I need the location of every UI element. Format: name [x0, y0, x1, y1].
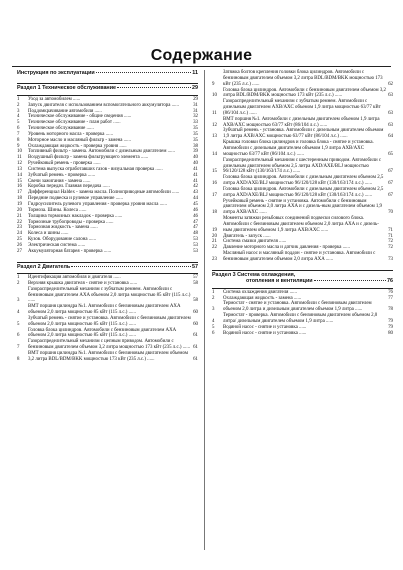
toc-entry-page: 79 — [388, 318, 393, 324]
section1-heading — [17, 85, 198, 91]
intro-label: Инструкция по эксплуатации — [17, 70, 95, 76]
toc-entry-page: 71 — [388, 233, 393, 239]
section3-entries — [212, 290, 393, 337]
toc-entry — [212, 88, 393, 100]
right-column — [212, 70, 393, 336]
toc-entry-title: Дифференциал Haldex - замена масла. Полноприводные автомобили ...... — [28, 190, 180, 196]
toc-entry-number: 4 — [212, 318, 215, 324]
toc-entry-number: 1 — [212, 289, 215, 295]
toc-entry-title: Затяжка болтов крепления головки блока цилиндров. Автомобили с бензиновым двигателем объемом 3,2 литра BDL/BDM/BKK мощностью 173 кВт (235 л.с.) ...... — [223, 70, 383, 87]
toc-entry — [212, 199, 393, 217]
toc-entry-page: 73 — [388, 257, 393, 262]
toc-entry-title: ВМТ поршня цилиндра №1. Автомобили с бензиновым двигателем AXA объемом 2,0 литра мощностью 85 кВт (115 л.с.) ...... — [28, 304, 181, 316]
toc-entry-number: 20 — [17, 207, 22, 213]
toc-entry-page: 48 — [193, 231, 198, 237]
toc-entry-number: 26 — [17, 242, 22, 248]
toc-entry-number: 10 — [17, 149, 22, 155]
toc-entry-page: 62 — [388, 81, 393, 87]
toc-entry-title: Воздушный фильтр - замена фильтрующего элемента ...... — [28, 155, 149, 161]
toc-entry-number: 12 — [17, 161, 22, 167]
toc-entry-page: 61 — [193, 345, 198, 351]
section2-page: 57 — [192, 263, 198, 270]
toc-entry-number: 21 — [17, 213, 22, 219]
section3-heading-row — [212, 278, 393, 284]
section2-entries — [17, 275, 198, 363]
toc-entry-page: 63 — [388, 93, 393, 99]
toc-entry-page: 64 — [388, 134, 393, 140]
toc-entry-number: 10 — [212, 93, 217, 99]
toc-entry — [17, 328, 198, 340]
intro-page: 11 — [192, 70, 198, 76]
toc-entry-title: Газораспределительный механизм с цепным приводом. Автомобили с бензиновым двигателем объемом 3,2 литра мощностью 173 кВт (235 л.с.) ...... — [28, 339, 191, 351]
toc-entry-title: Газораспределительный механизм с шестеренным приводом. Автомобили с дизельным двигателем объемом 2,5 литра AXD/AXE/BLJ мощностью 96/120/128 кВт (130/163/174 л.с.) ...... — [223, 157, 382, 175]
toc-entry — [212, 117, 393, 129]
toc-entry-title: Система охлаждения двигателя ...... — [223, 289, 297, 295]
toc-entry-number: 21 — [212, 239, 217, 245]
toc-entry-number: 1 — [17, 96, 20, 102]
toc-entry-title: Свечи зажигания - замена ...... — [28, 178, 91, 184]
toc-entry-number: 18 — [17, 196, 22, 202]
toc-entry — [17, 339, 198, 351]
toc-entry-page: 61 — [193, 333, 198, 339]
toc-entry-title: Давление моторного масла и датчик давления - проверка ...... — [223, 245, 350, 251]
toc-entry-title: Толщина тормозных накладок - проверка ...... — [28, 213, 123, 219]
page-title: Содержание — [150, 47, 253, 64]
toc-entry-title: Головка блока цилиндров. Автомобили с бензиновым двигателем объемом 3,2 литра BDL/BDM/BKK мощностью 173 кВт (235 л.с.) ...... — [223, 87, 386, 99]
toc-entry — [212, 158, 393, 176]
toc-entry-title: Охлаждающая жидкость - проверка уровня ...... — [28, 143, 127, 149]
toc-entry — [17, 304, 198, 316]
section2-heading — [17, 264, 198, 270]
toc-entry-number: 19 — [212, 227, 217, 233]
toc-entry-page: 35 — [193, 137, 198, 143]
toc-entry-title: Головка блока цилиндров. Автомобили с дизельным двигателем объемом 2,5 литра AXD/AXE/BLJ мощностью 96/120/128 кВт (130/163/174 л.с.) ...... — [223, 186, 384, 198]
section-rule — [212, 270, 393, 271]
section1-page: 29 — [192, 85, 198, 92]
toc-entry-title: Ручейковый ремень - снятие и установка. Автомобили с бензиновым двигателем объемом 2,0 литра AXA и с дизель-ным двигателем объемом 1,9 литра AXB/AXC ...... — [223, 198, 383, 216]
toc-entry — [212, 175, 393, 187]
toc-entry-title: Моменты затяжки резьбовых соединений подвески силового блока. Автомобили с бензиновым двигателем объемом 2,0 литра AXA и с дизель-ным двигателем объемом 1,9 литра AXB/AXC ...... — [223, 216, 379, 233]
toc-entry-page: 42 — [193, 184, 198, 190]
section2-label: Раздел 2 Двигатель — [17, 263, 71, 270]
toc-entry-page: 31 — [193, 108, 198, 114]
toc-entry-title: Газораспределительный механизм с зубчатым ремнем. Автомобили с дизельным двигателем AXB/AXC объемом 1,9 литра мощностью 63/77 кВт (86/104 л.с.) ...... — [223, 99, 381, 116]
toc-entry — [212, 301, 393, 313]
toc-entry-title: Поддомкрачивание автомобиля ...... — [28, 108, 102, 114]
toc-entry-title: Газораспределительный механизм с зубчатым ремнем. Автомобили с бензиновым двигателем AXA объемом 2,0 литра мощностью 85 кВт (115 л.с.) ...... — [28, 286, 191, 304]
toc-entry-title: Головка блока цилиндров. Автомобили с бензиновым двигателем AXA объемом 2,0 литра мощностью 85 кВт (115 л.с.) ...... — [28, 327, 176, 339]
toc-entry-title: Уровень моторного масла - проверка ...... — [28, 131, 114, 137]
toc-entry-number: 3 — [17, 108, 20, 114]
toc-entry-page: 35 — [193, 126, 198, 132]
toc-entry-number: 6 — [17, 126, 20, 132]
toc-entry-title: Крышка головки блока цилиндров и головка блока - снятие и установка. Автомобили с дизельным двигателем объемом 1,9 литра AXB/AXC мощностью 63/77 кВт (86/104 л.с.) ...... — [223, 140, 374, 157]
toc-entry — [212, 70, 393, 88]
toc-entry-number: 8 — [17, 356, 20, 362]
toc-entry-page: 40 — [193, 161, 198, 167]
toc-entry-title: Передние подвеска и рулевое управление ...... — [28, 196, 123, 202]
toc-entry-number: 7 — [17, 131, 20, 137]
toc-entry-page: 58 — [193, 280, 198, 286]
toc-entry-title: Зубчатый ремень - проверка ...... — [28, 172, 96, 178]
section1-label: Раздел 1 Техническое обслуживание — [17, 85, 117, 92]
toc-entry-number: 17 — [212, 192, 217, 198]
toc-entry-title: Термостат - снятие и установка. Автомобили с бензиновым двигателем объемом 2,0 литра и дизельным двигателем объемом 1,9 литра ...... — [223, 301, 372, 313]
toc-entry-page: 46 — [193, 207, 198, 213]
section3-label-line1: Раздел 3 Система охлаждения, — [212, 271, 296, 278]
toc-entry-number: 6 — [212, 330, 215, 336]
toc-entry-title: Техническое обслуживание - общие сведения ...... — [28, 114, 132, 120]
toc-entry-title: Гидроусилитель рулевого управления - проверка уровня масла ...... — [28, 202, 167, 207]
left-column — [17, 70, 198, 363]
toc-entry-page: 53 — [193, 248, 198, 254]
toc-entry — [212, 187, 393, 199]
toc-entry — [17, 316, 198, 328]
toc-entry-page: 67 — [388, 192, 393, 198]
toc-entry-page: 44 — [193, 196, 198, 202]
toc-entry-page: 70 — [388, 210, 393, 216]
leader-dots — [71, 266, 191, 267]
leader-dots — [314, 280, 386, 281]
toc-entry-number: 5 — [17, 120, 20, 126]
toc-entry-page: 71 — [388, 227, 393, 233]
toc-entry-title: Моторное масло и масляный фильтр - замена ...... — [28, 137, 131, 143]
toc-entry-page: 60 — [193, 310, 198, 316]
toc-entry-number: 16 — [17, 184, 22, 190]
toc-entry-page: 35 — [193, 131, 198, 137]
toc-entry-number: 11 — [212, 110, 217, 116]
toc-entry-page: 72 — [388, 239, 393, 245]
toc-entry-number: 3 — [17, 298, 20, 304]
toc-entry-page: 63 — [388, 110, 393, 116]
toc-entry-title: Тормоза. Шины. Колеса ...... — [28, 207, 87, 213]
toc-entry-number: 22 — [17, 219, 22, 225]
toc-entry-page: 53 — [193, 237, 198, 243]
toc-entry-page: 38 — [193, 143, 198, 149]
toc-entry — [212, 331, 393, 337]
toc-entry-title: Электрическая система ...... — [28, 242, 86, 248]
toc-entry-number: 20 — [212, 233, 217, 239]
toc-entry-number: 3 — [212, 307, 215, 313]
section-rule — [17, 262, 198, 263]
toc-entry — [17, 287, 198, 305]
toc-entry-page: 45 — [193, 202, 198, 207]
toc-entry-title: ВМТ поршня цилиндра №1. Автомобили с бензиновым двигателем объемом 3,2 литра BDL/BDM/BKK мощностью 173 кВт (235 л.с.) ...... — [28, 350, 188, 362]
toc-entry-number: 13 — [212, 134, 217, 140]
title-rule — [12, 66, 391, 67]
toc-entry-number: 23 — [17, 225, 22, 231]
toc-entry-title: Ручейковый ремень - проверка ...... — [28, 161, 101, 167]
toc-entry-number: 5 — [17, 321, 20, 327]
toc-entry-number: 4 — [17, 310, 20, 316]
section-rule — [212, 288, 393, 289]
toc-entry-number: 4 — [17, 114, 20, 120]
toc-entry — [212, 140, 393, 158]
toc-entry-number: 2 — [17, 102, 20, 108]
toc-entry-title: Двигатель - запуск ...... — [223, 233, 271, 239]
toc-entry-title: Верхняя крышка двигателя - снятие и установка ...... — [28, 280, 138, 286]
toc-entry-page: 80 — [388, 330, 393, 336]
toc-entry-page: 53 — [193, 242, 198, 248]
toc-entry-title: Топливный фильтр - замена. Автомобили с дизельным двигателем ...... — [28, 149, 175, 155]
toc-entry-title: Водяной насос - снятие и установка ...... — [223, 330, 307, 336]
toc-entry-number: 22 — [212, 245, 217, 251]
toc-entry-number: 18 — [212, 210, 217, 216]
toc-entry-page: 29 — [193, 96, 198, 102]
toc-entry-number: 13 — [17, 166, 22, 172]
toc-entry-number: 19 — [17, 202, 22, 207]
toc-entry-title: Техническое обслуживание - план работ ...... — [28, 120, 121, 126]
toc-entry-title: Колеса и шины ...... — [28, 231, 69, 237]
toc-entry-page: 60 — [193, 321, 198, 327]
toc-entry-number: 6 — [17, 333, 20, 339]
column-divider — [204, 70, 205, 550]
toc-entry-number: 7 — [17, 345, 20, 351]
toc-entry-title: Зубчатый ремень - установка. Автомобили с дизельным двигателем объемом 1,9 литра AXB/AXC мощностью 63/77 кВт (86/104 л.с.) ...... — [223, 128, 384, 140]
toc-entry-number: 14 — [17, 172, 22, 178]
toc-entry-title: Уход за автомобилем ...... — [28, 96, 81, 102]
toc-entry — [212, 99, 393, 117]
toc-entry-number: 2 — [212, 295, 215, 301]
toc-entry-page: 65 — [388, 151, 393, 157]
toc-entry-number: 17 — [17, 190, 22, 196]
toc-entry-number: 16 — [212, 181, 217, 187]
toc-entry-number: 27 — [17, 248, 22, 254]
toc-entry-page: 32 — [193, 114, 198, 120]
toc-entry-title: Кузов. Оборудование салона ...... — [28, 237, 97, 243]
toc-entry-title: Головка блока цилиндров. Автомобили с дизельным двигателем объемом 2,5 литра AXD/AXE/BLJ мощностью 96/120/128 кВт (130/163/174 л.с.) ...... — [223, 175, 384, 187]
toc-entry-number: 14 — [212, 151, 217, 157]
toc-entry — [212, 313, 393, 325]
toc-entry-number: 24 — [17, 231, 22, 237]
toc-entry-page: 78 — [388, 307, 393, 313]
toc-entry-number: 9 — [17, 143, 20, 149]
toc-entry-number: 9 — [212, 81, 215, 87]
toc-entry-page: 79 — [388, 324, 393, 330]
toc-entry-page: 58 — [193, 298, 198, 304]
toc-entry-page: 31 — [193, 102, 198, 108]
toc-entry-number: 8 — [17, 137, 20, 143]
toc-entry-page: 57 — [193, 275, 198, 280]
toc-entry-title: Тормозные трубопроводы - проверка ...... — [28, 219, 114, 225]
toc-entry-number: 12 — [212, 122, 217, 128]
toc-entry-number: 2 — [17, 280, 20, 286]
toc-entry-number: 5 — [212, 324, 215, 330]
toc-entry-number: 23 — [212, 257, 217, 262]
toc-entry-page: 33 — [193, 120, 198, 126]
toc-entry-page: 61 — [193, 356, 198, 362]
toc-entry-number: 11 — [17, 155, 22, 161]
toc-entry-title: Термостат - проверка. Автомобили с бензиновым двигателем объемом 2,0 литра/ дизельным двигателем объемом 1,9 литра ...... — [223, 313, 378, 324]
toc-entry-title: Система смазки двигателя ...... — [223, 239, 287, 245]
section-rule — [17, 95, 198, 96]
toc-entry-page: 72 — [388, 245, 393, 251]
toc-entry-title: Система выпуска отработавших газов - визуальная проверка ...... — [28, 166, 163, 172]
toc-entry-title: Водяной насос - снятие и установка ...... — [223, 324, 307, 330]
toc-entry-number: 15 — [17, 178, 22, 184]
toc-entry-page: 77 — [388, 295, 393, 301]
toc-entry-title: Запуск двигателя с использованием вспомогательного аккумулятора ...... — [28, 102, 179, 108]
leader-dots — [96, 72, 192, 73]
spacer — [17, 76, 198, 80]
toc-entry-title: Аккумуляторная батарея - проверка ...... — [28, 248, 112, 254]
spacer — [212, 263, 393, 267]
toc-entry-page: 41 — [193, 166, 198, 172]
toc-entry — [212, 251, 393, 263]
toc-entry — [212, 216, 393, 234]
toc-entry-title: Зубчатый ремень - снятие и установка. Автомобили с бензиновым двигателем объемом 2,0 литра мощностью 85 кВт (115 л.с.) ...... — [28, 315, 191, 327]
toc-entry — [17, 249, 198, 255]
toc-entry-title: Тормозная жидкость - замена ...... — [28, 225, 98, 231]
section3-label-line2: отопления и вентиляции — [246, 278, 313, 285]
toc-entry-title: Техническое обслуживание ...... — [28, 126, 94, 132]
toc-entry-page: 41 — [193, 178, 198, 184]
section3-page: 76 — [387, 278, 393, 285]
toc-entry-page: 76 — [388, 289, 393, 295]
toc-entry-page: 63 — [388, 122, 393, 128]
toc-entry — [212, 128, 393, 140]
leader-dots — [117, 87, 191, 88]
toc-entry-page: 39 — [193, 149, 198, 155]
toc-entry-page: 46 — [193, 213, 198, 219]
section3-heading — [212, 272, 393, 285]
toc-entry-page: 43 — [193, 190, 198, 196]
toc-entry-page: 40 — [193, 155, 198, 161]
toc-entry-number: 15 — [212, 169, 217, 175]
toc-entry-number: 1 — [17, 275, 20, 280]
spacer — [17, 255, 198, 259]
toc-entry-title: ВМТ поршня №1. Автомобили с дизельным двигателем объемом 1,9 литра AXB/AXC мощностью 63/77 кВт (86/104 л.с.) ...... — [223, 116, 380, 128]
toc-entry-number: 25 — [17, 237, 22, 243]
toc-entry-title: Охлаждающая жидкость - замена ...... — [223, 295, 302, 301]
toc-entry — [17, 351, 198, 363]
toc-entry-title: Масляный насос и масляный поддон - снятие и установка. Автомобили с бензиновым двигателем объемом 2,0 литра AXA ...... — [223, 251, 376, 262]
toc-entry-title: Идентификация автомобиля и двигателя ...... — [28, 275, 121, 280]
toc-entry-page: 47 — [193, 225, 198, 231]
toc-entry-page: 47 — [193, 219, 198, 225]
toc-entry-page: 67 — [388, 181, 393, 187]
toc-entry-title: Коробка передач. Главная передача ...... — [28, 184, 110, 190]
section1-entries — [17, 97, 198, 255]
toc-entry-page: 41 — [193, 172, 198, 178]
section-rule — [17, 273, 198, 274]
section2-continued-entries — [212, 70, 393, 263]
toc-entry-page: 67 — [388, 169, 393, 175]
